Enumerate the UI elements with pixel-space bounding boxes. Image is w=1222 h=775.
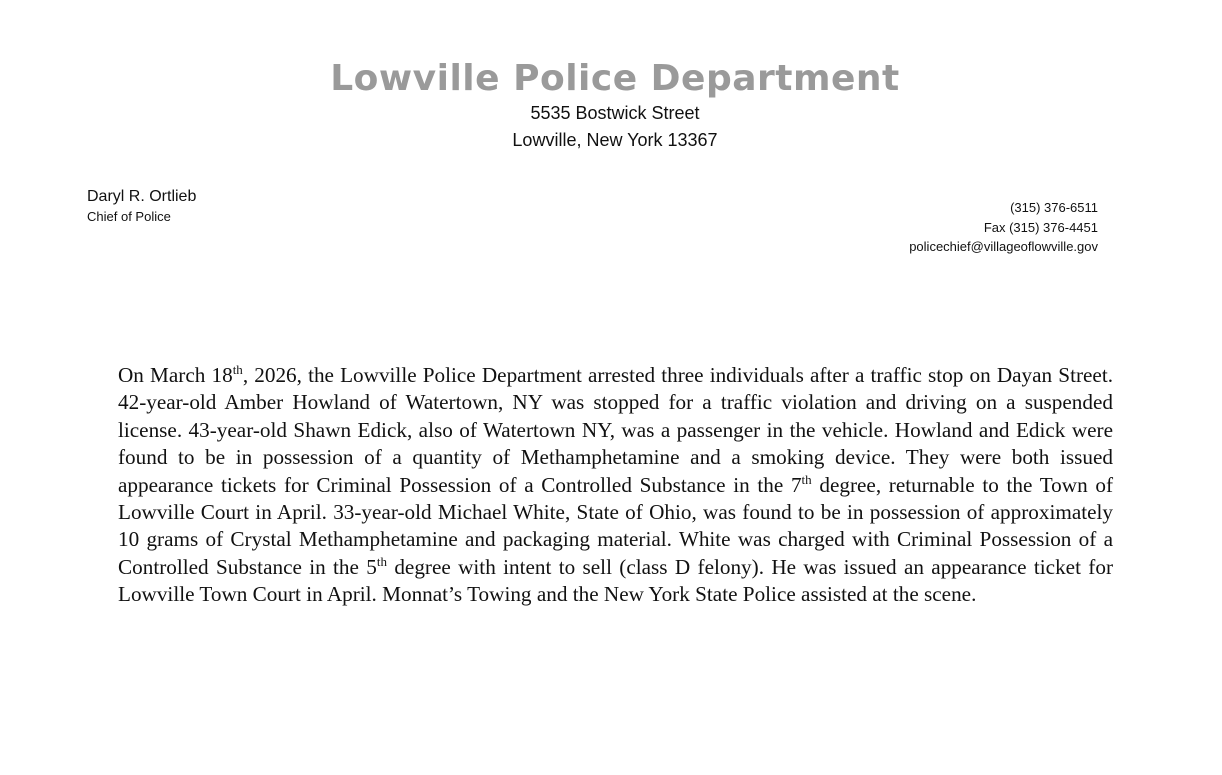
letterhead — [0, 58, 1222, 154]
department-name: Lowville Police Department — [330, 58, 900, 99]
body-segment-4: degree with intent to sell (class D felony). He was issued an appearance ticket for Lowville Town Court in April. Monnat’s Towing and the New York State Police assisted at the scene. — [118, 554, 1114, 607]
ordinal-suffix-3: th — [376, 553, 387, 569]
ordinal-suffix-2: th — [801, 471, 812, 487]
chief-title: Chief of Police — [87, 209, 171, 224]
phone-number: (315) 376-6511 — [1010, 200, 1098, 215]
body-segment-2: , 2026, the Lowville Police Department arrested three individuals after a traffic stop on Dayan Street. 42-year-old Amber Howland of Watertown, NY was stopped for a traffic violation and driving on a suspended license. 43-year-old Shawn Edick, also of Watertown NY, was a passenger in the vehicle. Howland and Edick were found to be in possession of a quantity of Methamphetamine and a smoking device. They were both issued appearance tickets for Criminal Possession of a Controlled Substance in the 7 — [118, 363, 1114, 497]
chief-name: Daryl R. Ortlieb — [87, 188, 197, 205]
street-address: 5535 Bostwick Street — [530, 103, 700, 123]
fax-number: Fax (315) 376-4451 — [983, 219, 1098, 235]
city-state-zip: Lowville, New York 13367 — [512, 130, 718, 150]
body-segment-1: On March 18 — [118, 363, 233, 387]
contact-block — [909, 198, 1098, 257]
press-release-body — [118, 362, 1113, 609]
body-segment-3: degree, returnable to the Town of Lowville Court in April. 33-year-old Michael White, State of Ohio, was found to be in possession of approximately 10 grams of Crystal Methamphetamine and packaging material. White was charged with Criminal Possession of a Controlled Substance in the 5 — [118, 472, 1114, 579]
ordinal-suffix-1: th — [232, 361, 243, 377]
chief-block — [87, 186, 196, 226]
email-address: policechief@villageoflowville.gov — [909, 239, 1098, 254]
